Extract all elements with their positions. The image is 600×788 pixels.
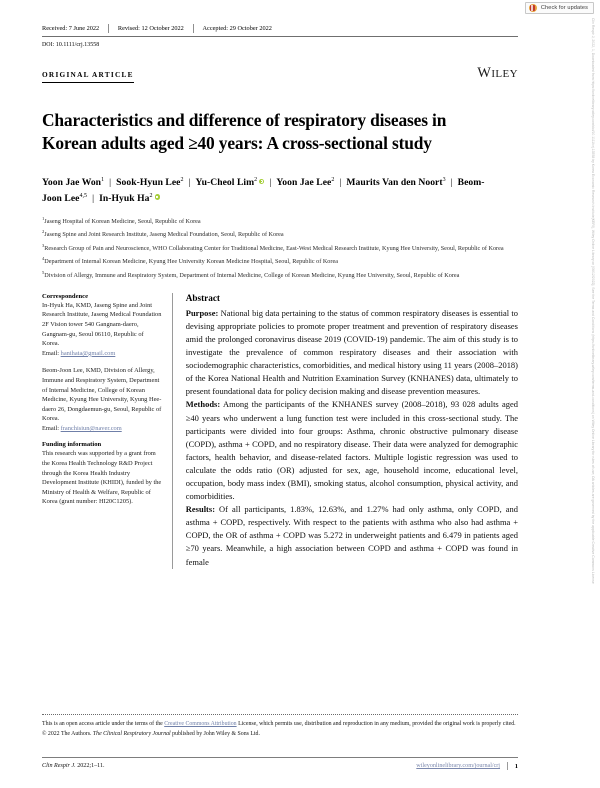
body-columns bbox=[42, 293, 518, 569]
license-text bbox=[42, 720, 518, 729]
creative-commons-link[interactable]: Creative Commons Attribution bbox=[164, 721, 237, 727]
abstract-purpose bbox=[186, 307, 518, 399]
affiliation-text: Jaseng Hospital of Korean Medicine, Seoul, Republic of Korea bbox=[44, 218, 201, 225]
doi-text[interactable]: DOI: 10.1111/crj.13558 bbox=[42, 42, 100, 48]
author-affiliation-ref: 3 bbox=[442, 176, 446, 183]
check-for-updates-label: Check for updates bbox=[540, 5, 588, 11]
author-affiliation-ref: 4,5 bbox=[79, 192, 88, 199]
accepted-date: Accepted: 29 October 2022 bbox=[202, 25, 272, 32]
journal-url-link[interactable]: wileyonlinelibrary.com/journal/crj bbox=[416, 763, 501, 769]
license-pre: This is an open access article under the terms of the bbox=[42, 721, 165, 727]
author-separator: | bbox=[188, 177, 191, 188]
affiliation-text: Jaseng Spine and Joint Research Institute, Jaseng Medical Foundation, Seoul, Republic of Korea bbox=[44, 231, 284, 239]
funding-block bbox=[42, 441, 162, 507]
abstract-purpose-text: National big data pertaining to the status of common respiratory diseases is essential to devising appropriate policies to promote proper treatment and prevention of respiratory diseases amid the prolonged coronavirus disease 2019 (COVID-19) pandemic. The aim of this study is to investigate the prevalence of common respiratory diseases and their association with sociodemographic characteristics, comorbidities, and medical history using 11 years (2008–2018) of the Korea National Health and Nutrition Examination Survey (KNHANES) data, ultimately to present foundational data for policy decision making and disease prevention measures. bbox=[185, 307, 518, 397]
correspondence-entry-2: Beom-Joon Lee, KMD, Division of Allergy, Immune and Respiratory System, Department of Internal Medicine, College of Korean Medicine, Kyung Hee University, Kyung Hee-daero 26, Dongdaemun-gu, Seoul, Republic of Korea. bbox=[42, 367, 162, 423]
abstract-results-text: Of all participants, 1.83%, 12.63%, and 1.27% had only asthma, only COPD, and asthma + COPD, respectively. With respect to the patients with asthma who also had asthma + COPD, the OR of asthma + COPD was 5.272 in underweight patients and 6.479 in patients aged ≥70 years. Meanwhile, a high association between COPD and asthma + COPD was found in female bbox=[185, 504, 518, 567]
footer-right-group bbox=[416, 762, 518, 770]
sidebar-column bbox=[42, 293, 172, 515]
abstract-heading: Abstract bbox=[185, 292, 220, 303]
abstract-methods-label: Methods: bbox=[185, 399, 221, 410]
copyright-post: published by John Wiley & Sons Ltd. bbox=[170, 731, 260, 738]
correspondence-email-1[interactable]: hanihata@gmail.com bbox=[60, 349, 116, 357]
affiliation-text: Department of Internal Korean Medicine, Kyung Hee University Korean Medicine Hospital, Seoul, Republic of Korea bbox=[44, 258, 338, 266]
citation-journal: Clin Respir J. bbox=[42, 763, 76, 769]
author-name: Yoon Jae Won bbox=[42, 177, 102, 188]
history-divider-2 bbox=[193, 24, 194, 33]
author-name: Beom-Joon Lee bbox=[42, 177, 485, 204]
author-name: In-Hyuk Ha bbox=[99, 192, 150, 204]
affiliation-3 bbox=[42, 244, 510, 253]
received-date: Received: 7 June 2022 bbox=[42, 25, 100, 32]
author-separator: | bbox=[450, 177, 453, 188]
abstract-column bbox=[186, 293, 518, 569]
footer-dotted-rule bbox=[42, 714, 518, 715]
column-divider bbox=[172, 293, 173, 569]
abstract-purpose-label: Purpose: bbox=[185, 307, 219, 318]
wiley-logo: WILEY bbox=[477, 65, 518, 81]
affiliation-marker: 2 bbox=[42, 229, 45, 235]
correspondence-block bbox=[42, 293, 162, 434]
revised-date: Revised: 12 October 2022 bbox=[117, 25, 184, 32]
author-2[interactable] bbox=[116, 177, 183, 188]
correspondence-email-1-line bbox=[42, 349, 162, 359]
affiliation-marker: 3 bbox=[42, 242, 45, 248]
author-name: Yoon Jae Lee bbox=[276, 177, 332, 188]
license-post: License, which permits use, distribution and reproduction in any medium, provided the original work is properly cited. bbox=[236, 721, 516, 727]
author-separator: | bbox=[92, 192, 95, 204]
author-5[interactable] bbox=[346, 177, 445, 188]
copyright-pre: © 2022 The Authors. bbox=[42, 731, 93, 738]
footer-divider bbox=[507, 762, 508, 770]
article-type-row bbox=[42, 65, 518, 83]
author-4[interactable] bbox=[276, 177, 334, 188]
author-3[interactable] bbox=[196, 177, 265, 188]
citation-line bbox=[42, 763, 105, 769]
correspondence-email-2[interactable]: franchisiun@naver.com bbox=[60, 424, 122, 432]
correspondence-heading: Correspondence bbox=[42, 292, 89, 300]
watermark-text: Clin Respir J, 2022, 1, Downloaded from https://onlinelibrary.wiley.com/doi/10.1111/crj.13558 by Korea Economic Research Institute(KERI), Wiley Online Library on [06/12/2022]. See the Terms and Conditions (https://onlinelibrary.wiley.com/terms-and-conditions) on Wiley Online Library for rules of use; OA articles are governed by the applicable Creative Commons License bbox=[591, 18, 595, 584]
page-number: 1 bbox=[514, 762, 518, 770]
email-label-2: Email: bbox=[42, 424, 61, 432]
affiliation-1 bbox=[42, 217, 510, 226]
page-title: Characteristics and difference of respiratory diseases in Korean adults aged ≥40 years: A cross-sectional study bbox=[42, 110, 447, 153]
download-watermark bbox=[585, 18, 599, 718]
email-label-1: Email: bbox=[42, 349, 61, 357]
affiliation-2 bbox=[42, 230, 510, 239]
affiliation-list bbox=[42, 217, 510, 280]
orcid-icon[interactable] bbox=[155, 194, 160, 199]
affiliation-text: Division of Allergy, Immune and Respiratory System, Department of Internal Medicine, College of Korean Medicine, Kyung Hee University, Seoul, Republic of Korea bbox=[44, 271, 460, 279]
page-footer-bar bbox=[42, 757, 518, 770]
publication-history bbox=[42, 24, 518, 37]
abstract-methods bbox=[186, 398, 518, 503]
citation-rest: 2022;1–11. bbox=[75, 763, 105, 769]
author-affiliation-ref: 2 bbox=[254, 176, 258, 183]
affiliation-5 bbox=[42, 271, 510, 280]
abstract-methods-text: Among the participants of the KNHANES survey (2008–2018), 93 028 adults aged ≥40 years who underwent a lung function test were included in this cross-sectional study. The participants were divided into four groups: Asthma, chronic obstructive pulmonary disease (COPD), asthma + COPD, and no respiratory disease. Their data were analyzed for demographic factors, health behavior, and disease-related factors. Multiple logistic regression was used to calculate the odds ratio (OR) adjusted for sex, age, household income, educational level, occupation, body mass index (BMI), smoking status, alcohol consumption, physical activity, and comorbidities. bbox=[185, 399, 518, 502]
check-for-updates-badge[interactable] bbox=[525, 2, 594, 14]
article-header bbox=[42, 0, 518, 569]
author-separator: | bbox=[339, 177, 342, 188]
copyright-text bbox=[42, 730, 518, 739]
affiliation-marker: 1 bbox=[42, 215, 45, 221]
crossmark-icon bbox=[529, 4, 537, 12]
author-separator: | bbox=[269, 177, 272, 188]
author-name: Maurits Van den Noort bbox=[346, 177, 443, 188]
affiliation-marker: 5 bbox=[42, 269, 45, 275]
abstract-results-label: Results: bbox=[185, 504, 216, 515]
author-separator: | bbox=[109, 177, 112, 188]
author-7[interactable] bbox=[99, 193, 160, 204]
affiliation-text: Research Group of Pain and Neuroscience, WHO Collaborating Center for Traditional Medicine, East-West Medical Research Institute, Kyung Hee University, Seoul, Republic of Korea bbox=[44, 244, 504, 252]
abstract-results bbox=[186, 503, 518, 568]
author-affiliation-ref: 1 bbox=[101, 176, 105, 183]
author-affiliation-ref: 2 bbox=[331, 176, 335, 183]
article-type-label: ORIGINAL ARTICLE bbox=[42, 70, 134, 83]
author-list bbox=[42, 175, 497, 206]
author-affiliation-ref: 2 bbox=[149, 192, 153, 199]
author-affiliation-ref: 2 bbox=[180, 176, 184, 183]
correspondence-entry-1: In-Hyuk Ha, KMD, Jaseng Spine and Joint Research Institute, Jaseng Medical Foundation 2F Vision tower 540 Gangnam-daero, Gangnam-gu, Seoul 06110, Republic of Korea. bbox=[42, 301, 162, 348]
history-divider-1 bbox=[108, 24, 109, 33]
license-footer bbox=[42, 714, 518, 739]
funding-heading: Funding information bbox=[42, 441, 102, 449]
author-name: Sook-Hyun Lee bbox=[116, 177, 181, 188]
copyright-journal: The Clinical Respiratory Journal bbox=[92, 731, 171, 738]
funding-text: This research was supported by a grant from the Korea Health Technology R&D Project through the Korea Health Industry Development Institute (KHIDI), funded by the Ministry of Health & Welfare, Republic of Korea (grant number: HI20C1205). bbox=[42, 450, 162, 506]
correspondence-email-2-line bbox=[42, 424, 162, 434]
author-name: Yu-Cheol Lim bbox=[195, 177, 255, 188]
affiliation-4 bbox=[42, 257, 510, 266]
author-1[interactable] bbox=[42, 177, 104, 188]
affiliation-marker: 4 bbox=[42, 256, 45, 262]
